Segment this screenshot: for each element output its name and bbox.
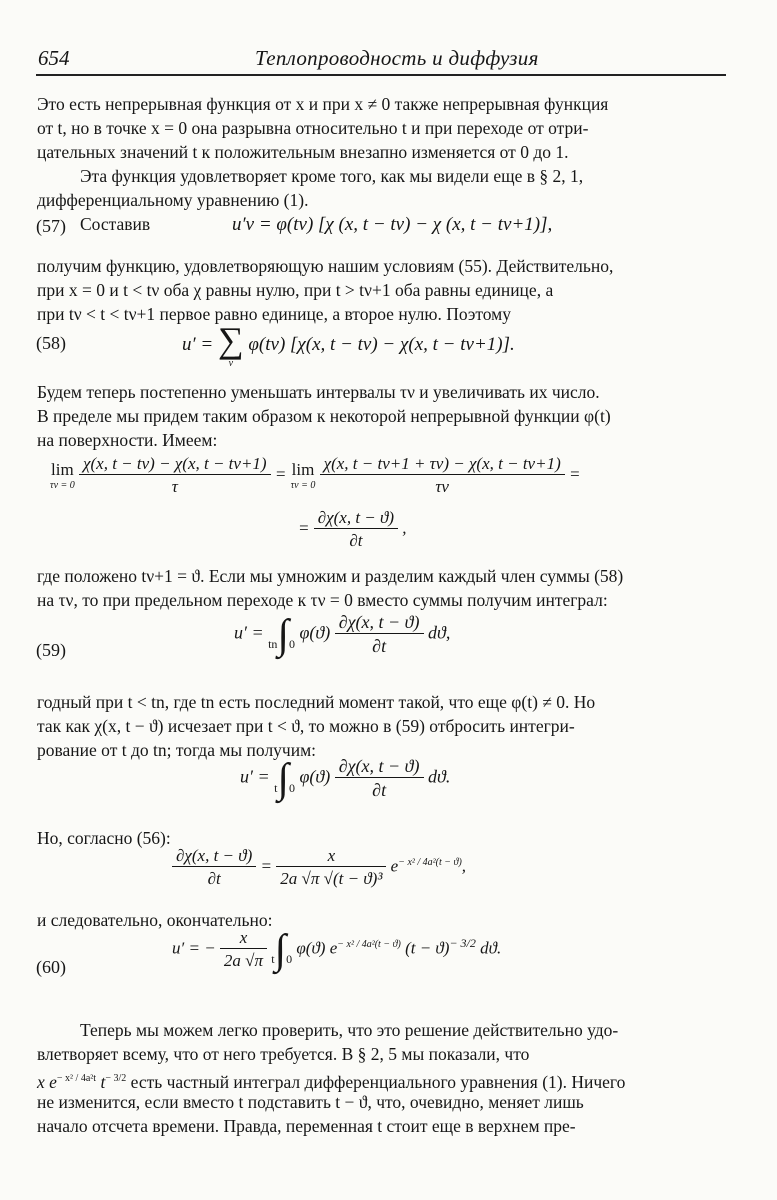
limit-operator: lim τν = 0 xyxy=(290,460,316,491)
text-line: Эта функция удовлетворяет кроме того, как мы видели еще в § 2, 1, xyxy=(80,166,584,186)
text-line: Составив xyxy=(80,214,151,234)
fraction: $\frac{\partial\chi(x, t - ϑ)}{\partial t}$ xyxy=(335,756,424,801)
text-line: Но, согласно (56): xyxy=(37,828,171,848)
fraction: $\frac{\chi(x, t - t\nu) - \chi(x, t - t\nu+1)}{\tau}$ xyxy=(79,454,271,497)
text-line: начало отсчета времени. Правда, переменная t стоит еще в верхнем пре- xyxy=(37,1116,576,1136)
fraction: $\frac{\partial\chi(x, t - ϑ)}{\partial t}$ xyxy=(314,508,398,551)
limit-equation: lim τν = 0 $\frac{\chi(x, t - t\nu) - \chi(x, t - t\nu+1)}{\tau}$ = lim τν = 0 $\frac{\chi(x, t - t\nu+1 + \tau\nu) - \chi(x, t - t\nu+1)}{\tau\nu}$ = xyxy=(50,454,581,496)
equation-57: u′ν = φ(tν) [χ (x, t − tν) − χ (x, t − tν+1)], xyxy=(232,214,553,235)
fraction: $\frac{\partial\chi(x, t - ϑ)}{\partial t}$ xyxy=(172,846,256,889)
text-line: влетворяет всему, что от него требуется. В § 2, 5 мы показали, что xyxy=(37,1044,530,1064)
equation-60: u′ = − $\frac{x}{2a √\pi}$ t∫0 φ(ϑ) $e^{- x^2 / 4a^2(t - ϑ)}$ $(t - ϑ)^{- 3/2}$ dϑ. xyxy=(172,926,502,973)
text-line: не изменится, если вместо t подставить t − ϑ, что, очевидно, меняет лишь xyxy=(37,1092,584,1112)
eq-body: φ(tν) [χ(x, t − tν) − χ(x, t − tν+1)]. xyxy=(248,333,515,355)
text-line: дифференциальному уравнению (1). xyxy=(37,190,309,210)
integral-sign: t∫0 xyxy=(274,755,295,802)
text-line: так как χ(x, t − ϑ) исчезает при t < ϑ, то можно в (59) отбросить интегри- xyxy=(37,716,575,736)
equation-58 xyxy=(182,322,515,369)
text-line: от t, но в точке x = 0 она разрывна относительно t и при переходе от отри- xyxy=(37,118,589,138)
running-head: Теплопроводность и диффузия xyxy=(255,46,539,70)
sum-operator: ∑ ν xyxy=(217,320,244,369)
limit-operator: lim τν = 0 xyxy=(50,460,75,491)
text-line: на τν, то при предельном переходе к τν = 0 вместо суммы получим интеграл: xyxy=(37,590,608,610)
text-line: и следовательно, окончательно: xyxy=(37,910,273,930)
text-line: цательных значений t к положительным внезапно изменяется от 0 до 1. xyxy=(37,142,569,162)
page-number: 654 xyxy=(38,46,70,70)
text-line: Теперь мы можем легко проверить, что это решение действительно удо- xyxy=(80,1020,619,1040)
text-line: годный при t < tn, где tn есть последний момент такой, что еще φ(t) ≠ 0. Но xyxy=(37,692,596,712)
equation-56-form: $\frac{\partial\chi(x, t - ϑ)}{\partial t}$ = $\frac{x}{\text{2a √π √(t − ϑ)³}}$ $e^{- x^2 / 4a^2(t - ϑ)}$, xyxy=(172,846,466,889)
integral-sign: t∫0 xyxy=(271,926,293,973)
equation-number: (60) xyxy=(36,957,66,977)
inline-formula-line: x $e^{- x^2 / 4a^2t}$ $t^{- 3/2}$ есть частный интеграл дифференциального уравнения (1). Ничего xyxy=(37,1071,626,1092)
equation-59: u′ = tn∫0 φ(ϑ) $\frac{\partial\chi(x, t - ϑ)}{\partial t}$ dϑ, xyxy=(234,611,451,658)
eq-lhs: u′ = xyxy=(182,333,214,355)
text-line: при x = 0 и t < tν оба χ равны нулю, при t > tν+1 оба равны единице, а xyxy=(37,280,554,300)
equation-integral: u′ = t∫0 φ(ϑ) $\frac{\partial\chi(x, t - ϑ)}{\partial t}$ dϑ. xyxy=(240,755,451,802)
text-line: на поверхности. Имеем: xyxy=(37,430,218,450)
text-line: Будем теперь постепенно уменьшать интервалы τν и увеличивать их число. xyxy=(37,382,600,402)
fraction: $\frac{x}{\text{2a √π √(t − ϑ)³}}$ xyxy=(276,846,386,889)
text-line: рование от t до tn; тогда мы получим: xyxy=(37,740,317,760)
text-line: В пределе мы придем таким образом к некоторой непрерывной функции φ(t) xyxy=(37,406,611,426)
integral-sign: tn∫0 xyxy=(268,611,295,658)
equation-number: (58) xyxy=(36,333,66,353)
text-line: где положено tν+1 = ϑ. Если мы умножим и разделим каждый член суммы (58) xyxy=(37,566,624,586)
equation-number: (59) xyxy=(36,640,66,660)
fraction: $\frac{\chi(x, t - t\nu+1 + \tau\nu) - \chi(x, t - t\nu+1)}{\tau\nu}$ xyxy=(320,454,565,497)
derivative-result: = $\frac{\partial\chi(x, t - ϑ)}{\partial t}$ , xyxy=(298,508,407,550)
text-line: Это есть непрерывная функция от x и при x ≠ 0 также непрерывная функция xyxy=(37,94,609,114)
header-rule xyxy=(36,74,726,76)
text-line: получим функцию, удовлетворяющую нашим условиям (55). Действительно, xyxy=(37,256,614,276)
fraction: $\frac{x}{2a √\pi}$ xyxy=(220,928,267,971)
fraction: $\frac{\partial\chi(x, t - ϑ)}{\partial t}$ xyxy=(335,612,424,657)
text-line: при tν < t < tν+1 первое равно единице, а второе нулю. Поэтому xyxy=(37,304,511,324)
equation-number: (57) xyxy=(36,216,66,236)
sum-index: ν xyxy=(228,358,234,369)
